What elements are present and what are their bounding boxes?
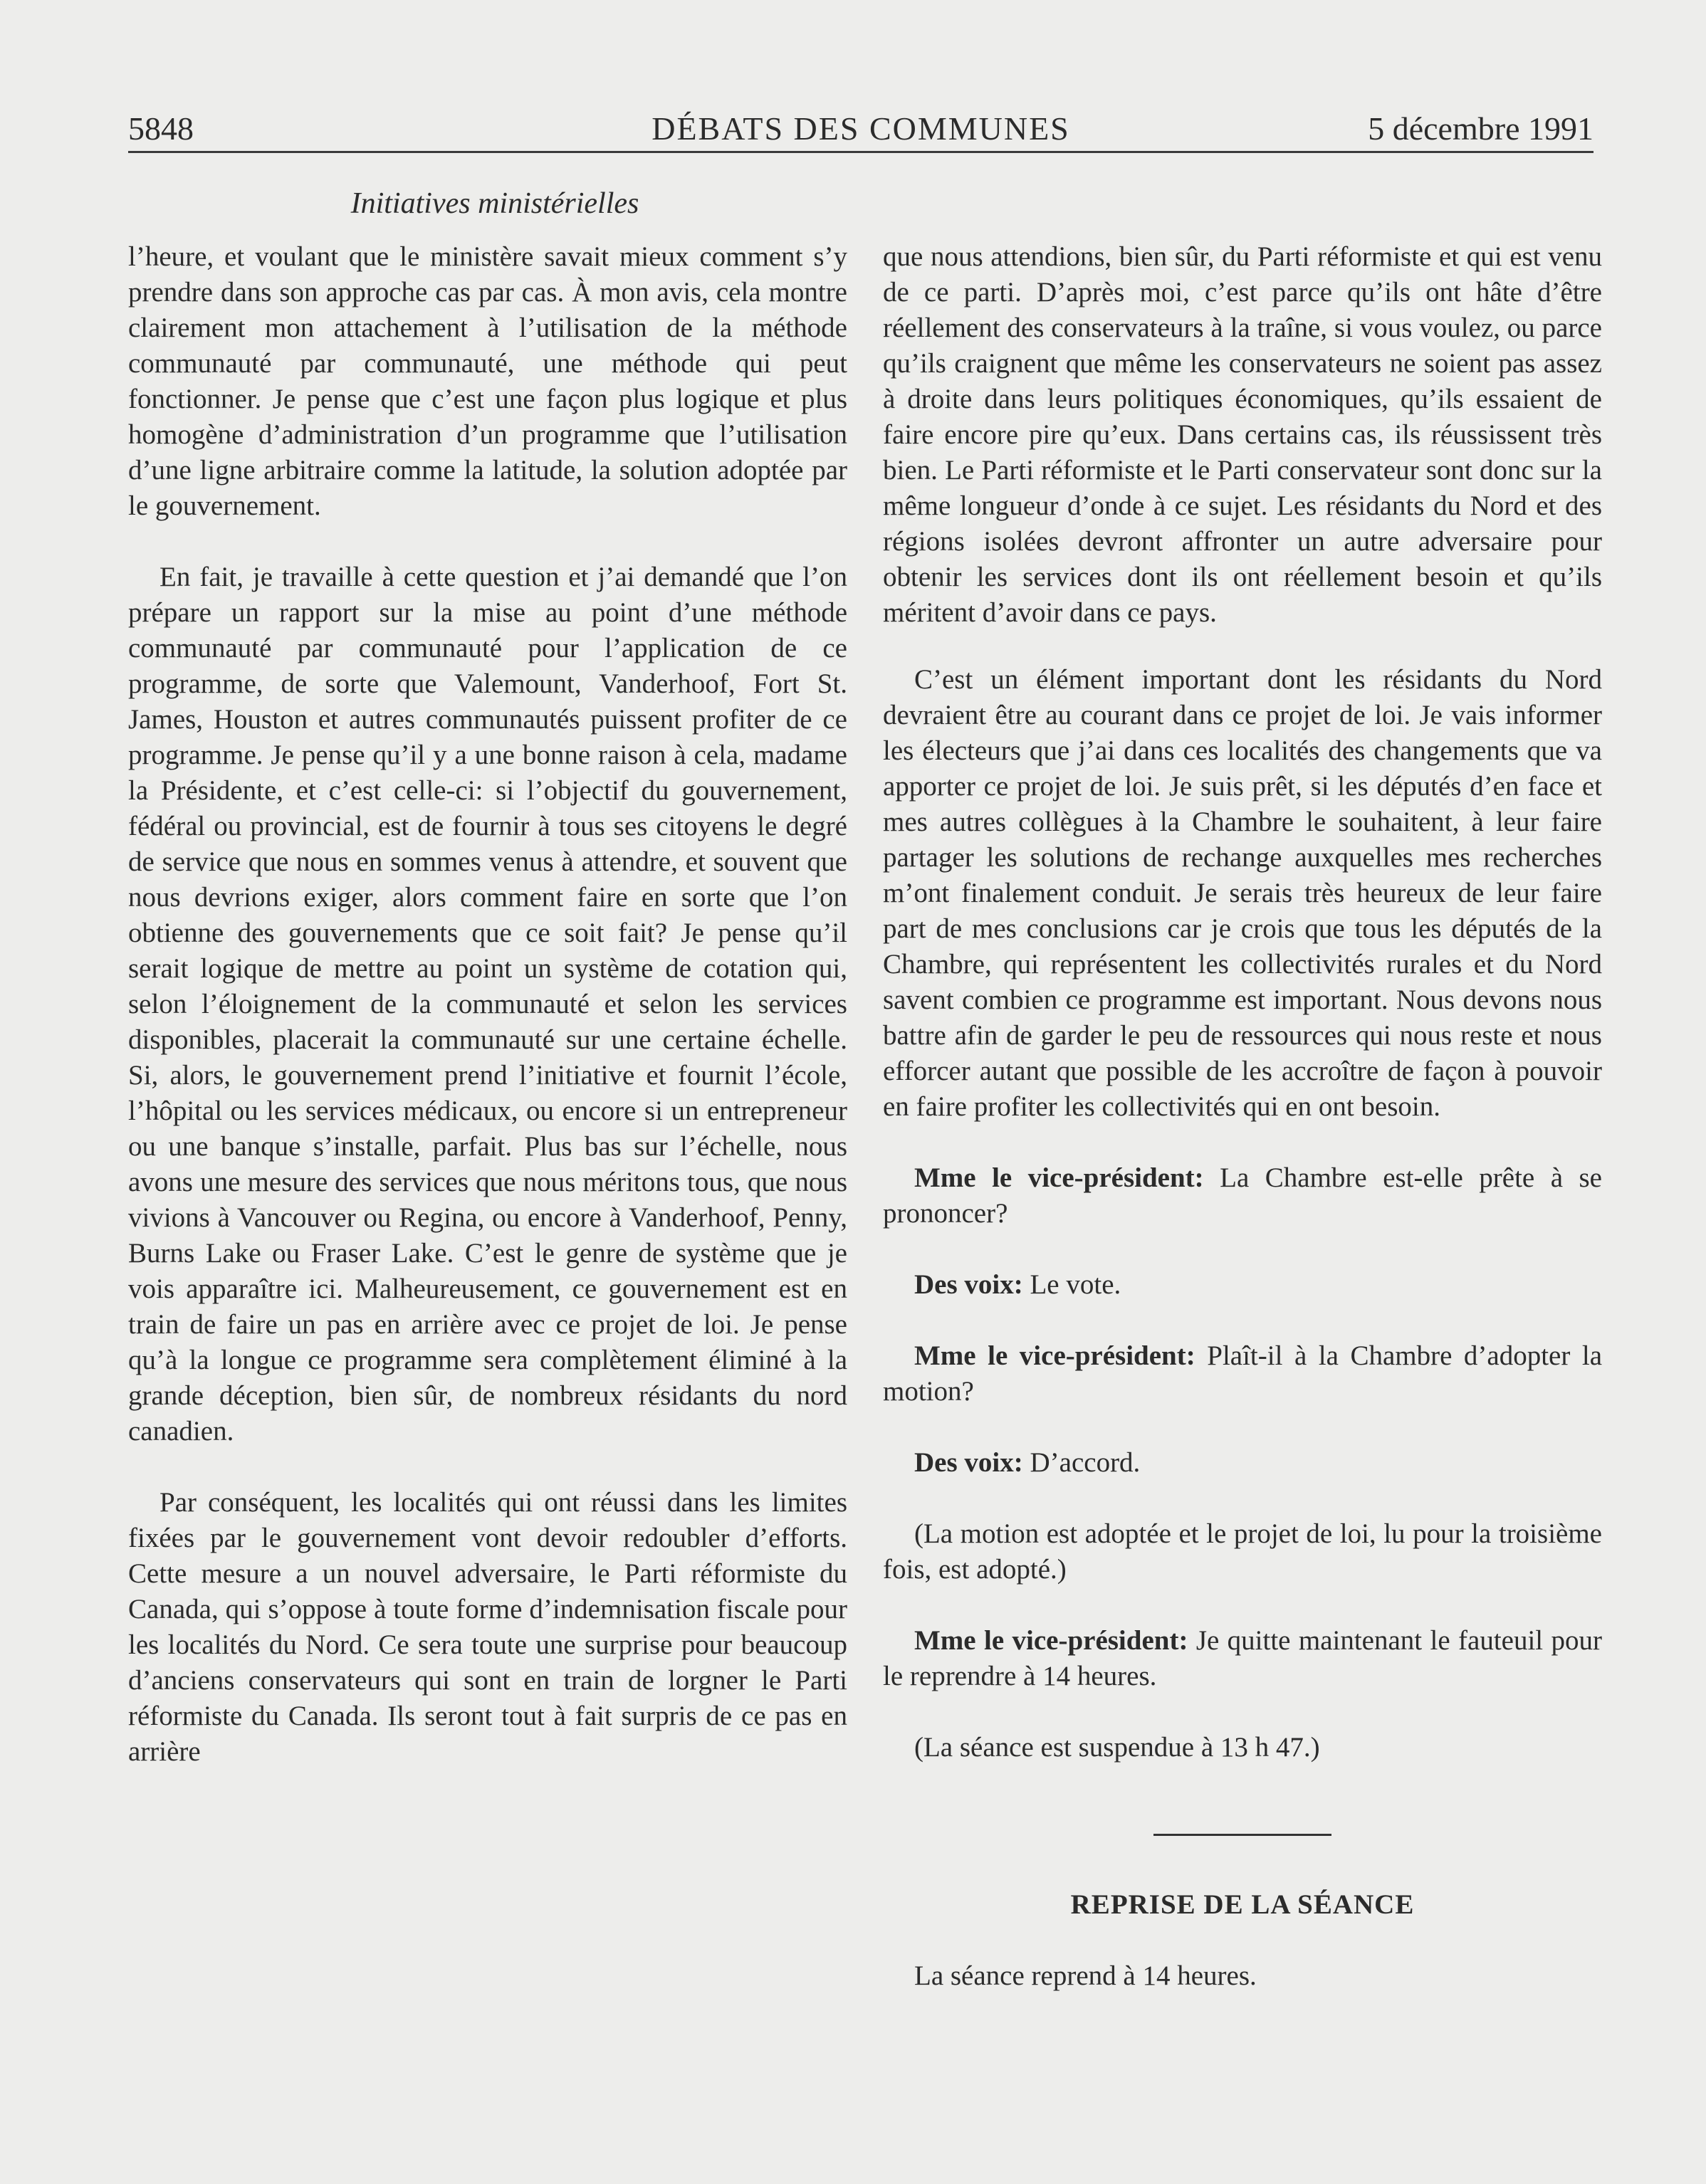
speech-entry	[883, 1338, 1602, 1409]
left-column	[128, 239, 847, 1770]
speech-text: Plaît-il à la Chambre d’adopter la motion?	[883, 1340, 1603, 1407]
paragraph: C’est un élément important dont les résidants du Nord devraient être au courant dans ce projet de loi. Je vais informer les électeurs que j’ai dans ces localités des changements que va apporter ce projet de loi. Je suis prêt, si les députés d’en face et mes autres collègues à la Chambre le souhaitent, à leur faire partager les solutions de rechange auxquelles mes recherches m’ont finalement conduit. Je serais très heureux de leur faire part de mes conclusions car je crois que tous les députés de la Chambre, qui représentent les collectivités rurales et du Nord savent combien ce programme est important. Nous devons nous battre afin de garder le peu de ressources qui nous reste et nous efforcer autant que possible de les accroître de façon à pouvoir en faire profiter les collectivités qui en ont besoin.	[883, 664, 1602, 1122]
speech-entry	[883, 1160, 1602, 1232]
section-title: Initiatives ministérielles	[350, 187, 639, 220]
speech-text: La Chambre est-elle prête à se prononcer?	[883, 1162, 1602, 1229]
motion-note: (La motion est adoptée et le projet de loi, lu pour la troisième fois, est adopté.)	[883, 1518, 1602, 1585]
speech-text: Je quitte maintenant le fauteuil pour le reprendre à 14 heures.	[883, 1625, 1602, 1691]
right-column	[883, 239, 1602, 1994]
speaker-name: Des voix:	[914, 1447, 1023, 1478]
section-divider	[1153, 1834, 1331, 1836]
suspension-note: (La séance est suspendue à 13 h 47.)	[914, 1732, 1320, 1763]
page-date: 5 décembre 1991	[1368, 110, 1594, 147]
paragraph: En fait, je travaille à cette question et j’ai demandé que l’on prépare un rapport sur la mise au point d’une méthode communauté par communauté pour l’application de ce programme, de sorte que Valemount, Vanderhoof, Fort St. James, Houston et autres communautés puissent profiter de ce programme. Je pense qu’il y a une bonne raison à cela, madame la Présidente, et c’est celle-ci: si l’objectif du gouvernement, fédéral ou provincial, est de fournir à tous ses citoyens le degré de service que nous en sommes venus à attendre, et souvent que nous devrions exiger, alors comment faire en sorte que l’on obtienne des gouvernements que ce soit fait? Je pense qu’il serait logique de mettre au point un système de cotation qui, selon l’éloignement de la communauté et selon les services disponibles, placerait la communauté sur une certaine échelle. Si, alors, le gouvernement prend l’initiative et fournit l’école, l’hôpital ou les services médicaux, ou encore si un entrepreneur ou une banque s’installe, parfait. Plus bas sur l’échelle, nous avons une mesure des services que nous méritons tous, que nous vivions à Vancouver ou Regina, ou encore à Vanderhoof, Penny, Burns Lake ou Fraser Lake. C’est le genre de système que je vois apparaître ici. Malheureusement, ce gouvernement est en train de faire un pas en arrière avec ce projet de loi. Je pense qu’à la longue ce programme sera complètement éliminé à la grande déception, bien sûr, de nombreux résidants du nord canadien.	[128, 562, 847, 1447]
resume-heading: REPRISE DE LA SÉANCE	[1070, 1889, 1415, 1920]
speaker-name: Des voix:	[914, 1269, 1023, 1300]
speaker-name: Mme le vice-président:	[914, 1162, 1204, 1193]
resume-text: La séance reprend à 14 heures.	[914, 1960, 1257, 1991]
speaker-name: Mme le vice-président:	[914, 1340, 1195, 1371]
journal-title: DÉBATS DES COMMUNES	[651, 110, 1070, 147]
paragraph: que nous attendions, bien sûr, du Parti réformiste et qui est venu de ce parti. D’après moi, c’est parce qu’ils ont hâte d’être réellement des conservateurs à la traîne, si vous voulez, ou parce qu’ils craignent que même les conservateurs ne soient pas assez à droite dans leurs politiques économiques, qu’ils essaient de faire encore pire qu’eux. Dans certains cas, ils réussissent très bien. Le Parti réformiste et le Parti conservateur sont donc sur la même longueur d’onde à ce sujet. Les résidants du Nord et des régions isolées devront affronter un autre adversaire pour obtenir les services dont ils ont réellement besoin et qu’ils méritent d’avoir dans ce pays.	[883, 241, 1602, 628]
speaker-name: Mme le vice-président:	[914, 1625, 1188, 1656]
speech-entry	[883, 1267, 1602, 1303]
speech-entry	[883, 1623, 1602, 1694]
speech-text: D’accord.	[1030, 1447, 1141, 1478]
speech-text: Le vote.	[1030, 1269, 1121, 1300]
paragraph: Par conséquent, les localités qui ont réussi dans les limites fixées par le gouvernement vont devoir redoubler d’efforts. Cette mesure a un nouvel adversaire, le Parti réformiste du Canada, qui s’oppose à toute forme d’indemnisation fiscale pour les localités du Nord. Ce sera toute une surprise pour beaucoup d’anciens conservateurs qui sont en train de lorgner le Parti réformiste du Canada. Ils seront tout à fait surpris de ce pas en arrière	[128, 1487, 847, 1767]
page-header	[128, 107, 1594, 153]
speech-entry	[883, 1445, 1602, 1481]
page-number: 5848	[128, 110, 194, 147]
paragraph: l’heure, et voulant que le ministère savait mieux comment s’y prendre dans son approche cas par cas. À mon avis, cela montre clairement mon attachement à l’utilisation de la méthode communauté par communauté, une méthode qui peut fonctionner. Je pense que c’est une façon plus logique et plus homogène d’administration d’un programme que l’utilisation d’une ligne arbitraire comme la latitude, la solution adoptée par le gouvernement.	[128, 241, 847, 521]
